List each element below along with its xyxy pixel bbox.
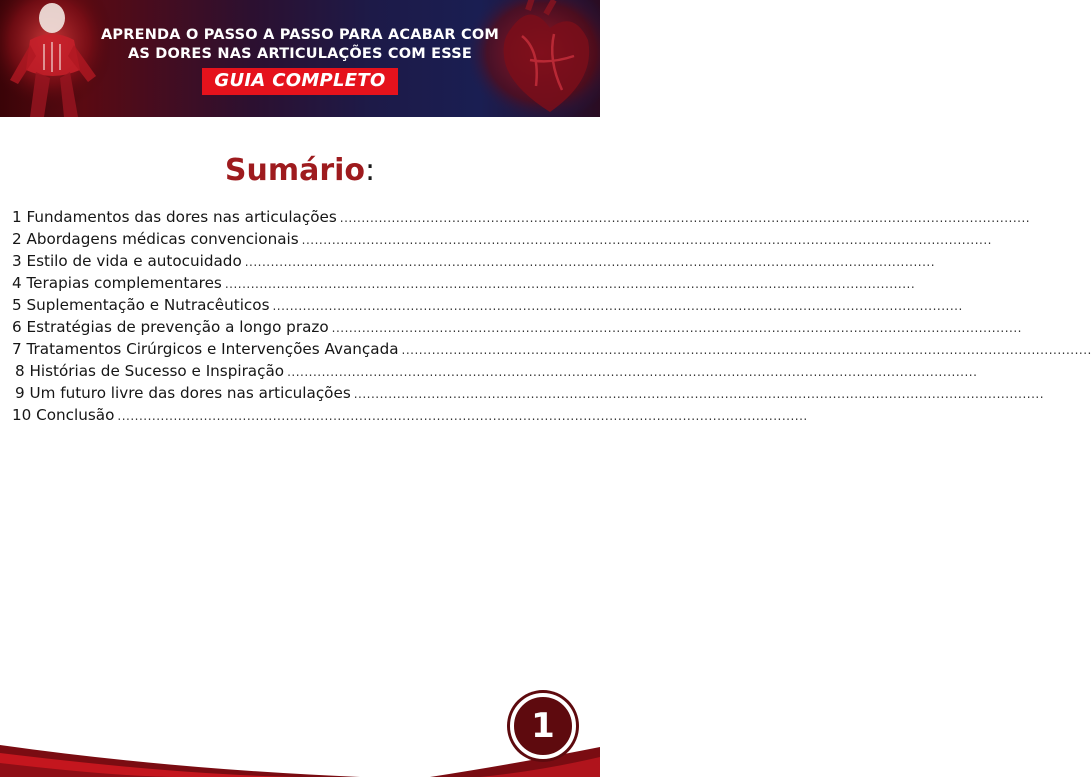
toc-item-label: 4 Terapias complementares [12,274,222,292]
toc-item-label: 3 Estilo de vida e autocuidado [12,252,242,270]
toc-item-label: 7 Tratamentos Cirúrgicos e Intervenções Avançada [12,340,399,358]
page-title-text: Sumário [224,153,366,188]
toc-item [12,360,978,382]
toc-item-leader: ................................................................................................................................................................ [224,277,916,291]
banner-headline [90,26,510,95]
toc-item-label: 5 Suplementação e Nutracêuticos [12,296,270,314]
toc-item-leader: ................................................................................................................................................................ [401,343,1092,357]
toc-item [12,316,1022,338]
toc-item [12,404,808,426]
toc-item-leader: ................................................................................................................................................................ [244,255,936,269]
banner-badge: GUIA COMPLETO [202,68,397,95]
toc-item-label: 10 Conclusão [12,406,115,424]
page-title-colon: : [365,153,376,188]
page-title [0,151,600,191]
toc-item-label: 2 Abordagens médicas convencionais [12,230,299,248]
toc-item-leader: ................................................................................................................................................................ [339,211,1031,225]
banner-line-1: APRENDA O PASSO A PASSO PARA ACABAR COM [101,27,499,43]
toc-item-leader: ................................................................................................................................................................ [272,299,963,313]
header-banner [0,0,600,117]
banner-line-2: AS DORES NAS ARTICULAÇÕES COM ESSE [127,46,473,62]
toc-item-label: 6 Estratégias de prevenção a longo prazo [12,318,329,336]
toc-item-leader: ................................................................................................................................................................ [353,387,1045,401]
toc-item-leader: ................................................................................................................................................................ [301,233,992,247]
toc-item-leader: ................................................................................................................................................................ [331,321,1022,335]
page-number-badge [510,693,576,759]
toc-item [12,206,1031,228]
toc-item [12,250,936,272]
toc-item-label: 8 Histórias de Sucesso e Inspiração [15,362,285,380]
toc-item-leader: ................................................................................................................................................................ [287,365,978,379]
toc-item [12,228,992,250]
table-of-contents [12,206,1092,426]
toc-item [12,382,1045,404]
toc-item [12,294,963,316]
toc-item [12,272,916,294]
toc-item-label: 1 Fundamentos das dores nas articulações [12,208,337,226]
page-number: 1 [531,706,555,746]
toc-item [12,338,1092,360]
toc-item-leader: ................................................................................................................................................................ [117,409,808,423]
toc-item-label: 9 Um futuro livre das dores nas articulações [15,384,351,402]
